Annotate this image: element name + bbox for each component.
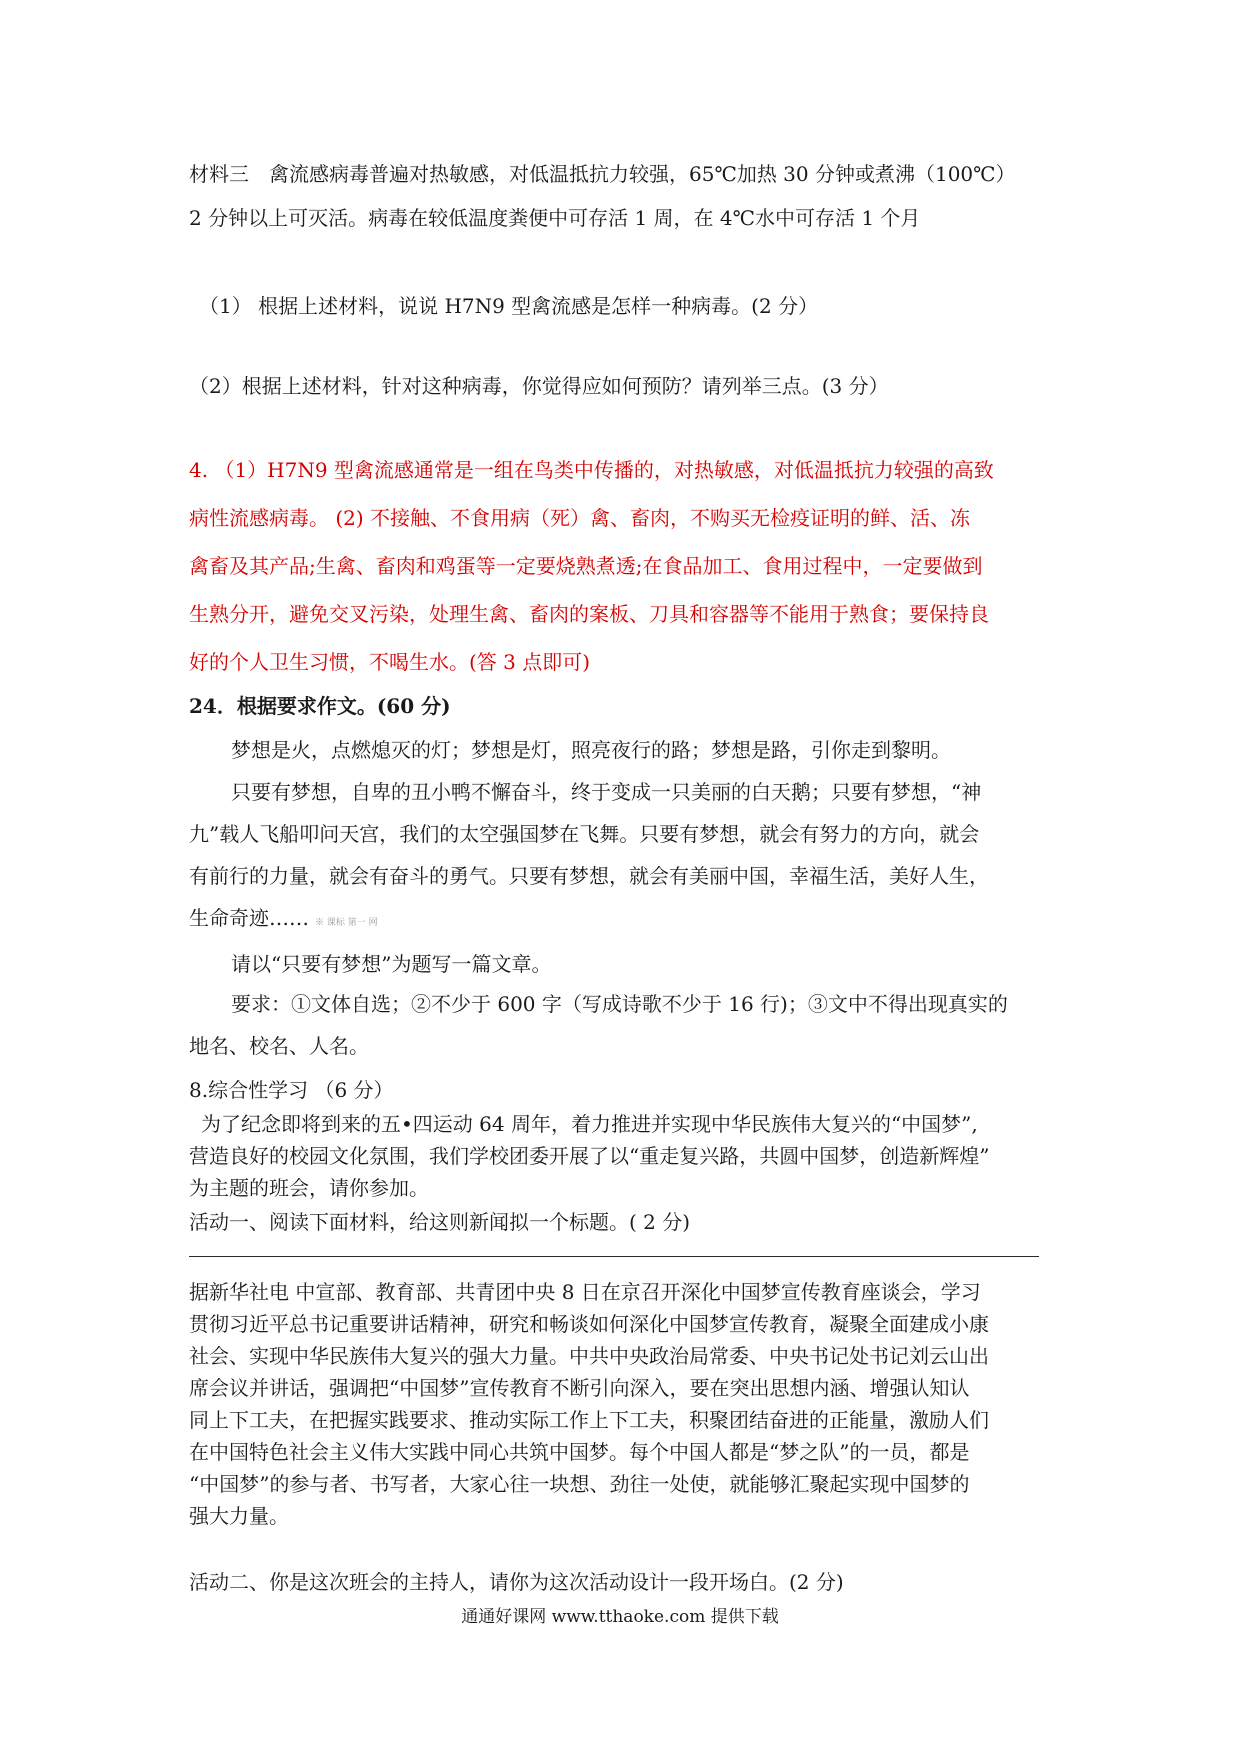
material-three-line-2: 2 分钟以上可灭活。病毒在较低温度粪便中可存活 1 周，在 4℃水中可存活 1 个月	[189, 206, 921, 230]
composition-requirements-line-2: 地名、校名、人名。	[189, 1034, 369, 1058]
section-8-intro-line-2: 营造良好的校园文化氛围，我们学校团委开展了以“重走复兴路，共圆中国梦，创造新辉煌”	[189, 1144, 990, 1168]
answer-block	[189, 446, 1059, 686]
activity-2: 活动二、你是这次班会的主持人，请你为这次活动设计一段开场白。(2 分)	[189, 1570, 844, 1594]
news-line-8: 强大力量。	[189, 1504, 289, 1528]
news-line-5: 同上下工夫，在把握实践要求、推动实际工作上下工夫，积聚团结奋进的正能量，激励人们	[189, 1408, 989, 1432]
news-line-4: 席会议并讲话，强调把“中国梦”宣传教育不断引向深入，要在突出思想内涵、增强认知认	[189, 1376, 970, 1400]
section-8-intro-line-3: 为主题的班会，请你参加。	[189, 1176, 429, 1200]
composition-prompt: 请以“只要有梦想”为题写一篇文章。	[231, 952, 552, 976]
news-line-2: 贯彻习近平总书记重要讲话精神，研究和畅谈如何深化中国梦宣传教育，凝聚全面建成小康	[189, 1312, 989, 1336]
answer-line-3: 禽畜及其产品;生禽、畜肉和鸡蛋等一定要烧熟煮透;在食品加工、食用过程中，一定要做到	[189, 554, 983, 578]
activity-1: 活动一、阅读下面材料，给这则新闻拟一个标题。( 2 分)	[189, 1210, 691, 1234]
question-2: （2）根据上述材料，针对这种病毒，你觉得应如何预防？请列举三点。(3 分）	[189, 374, 889, 398]
page-footer: 通通好课网 www.tthaoke.com 提供下载	[461, 1607, 779, 1627]
answer-line-2: 病性流感病毒。 (2) 不接触、不食用病（死）禽、畜肉，不购买无检疫证明的鲜、活、冻	[189, 506, 971, 530]
composition-paragraph-2-line-4	[189, 902, 378, 931]
composition-paragraph-2-line-3: 有前行的力量，就会有奋斗的勇气。只要有梦想，就会有美丽中国，幸福生活，美好人生，	[189, 864, 989, 888]
news-line-3: 社会、实现中华民族伟大复兴的强大力量。中共中央政治局常委、中央书记处书记刘云山出	[189, 1344, 989, 1368]
section-8-title: 8.综合性学习 （6 分）	[189, 1078, 394, 1102]
answer-line-5: 好的个人卫生习惯，不喝生水。(答 3 点即可)	[189, 650, 591, 674]
section-8-intro-line-1: 为了纪念即将到来的五•四运动 64 周年，着力推进并实现中华民族伟大复兴的“中国梦”,	[201, 1112, 978, 1136]
watermark-note: ※ 课标 第一 网	[315, 918, 378, 928]
news-line-6: 在中国特色社会主义伟大实践中同心共筑中国梦。每个中国人都是“梦之队”的一员，都是	[189, 1440, 970, 1464]
news-line-7: “中国梦”的参与者、书写者，大家心往一块想、劲往一处使，就能够汇聚起实现中国梦的	[189, 1472, 970, 1496]
answer-divider-line	[189, 1256, 1039, 1257]
answer-line-1: 4. （1）H7N9 型禽流感通常是一组在鸟类中传播的，对热敏感，对低温抵抗力较强的高致	[189, 458, 994, 482]
news-line-1: 据新华社电 中宣部、教育部、共青团中央 8 日在京召开深化中国梦宣传教育座谈会，学习	[189, 1280, 981, 1304]
material-three-line-1: 材料三 禽流感病毒普遍对热敏感，对低温抵抗力较强，65℃加热 30 分钟或煮沸（100℃）	[189, 162, 1016, 186]
composition-requirements-line-1: 要求：①文体自选；②不少于 600 字（写成诗歌不少于 16 行)；③文中不得出现真实的	[231, 992, 1008, 1016]
composition-title: 24．根据要求作文。(60 分)	[189, 694, 451, 718]
composition-paragraph-1: 梦想是火，点燃熄灭的灯；梦想是灯，照亮夜行的路；梦想是路，引你走到黎明。	[231, 738, 951, 762]
question-1: （1） 根据上述材料，说说 H7N9 型禽流感是怎样一种病毒。(2 分）	[199, 294, 819, 318]
composition-paragraph-2-line-2: 九”载人飞船叩问天宫，我们的太空强国梦在飞舞。只要有梦想，就会有努力的方向，就会	[189, 822, 980, 846]
answer-line-4: 生熟分开，避免交叉污染，处理生禽、畜肉的案板、刀具和容器等不能用于熟食；要保持良	[189, 602, 989, 626]
composition-paragraph-2-line-4-text: 生命奇迹……	[189, 906, 309, 930]
composition-paragraph-2-line-1: 只要有梦想，自卑的丑小鸭不懈奋斗，终于变成一只美丽的白天鹅；只要有梦想，“神	[231, 780, 982, 804]
